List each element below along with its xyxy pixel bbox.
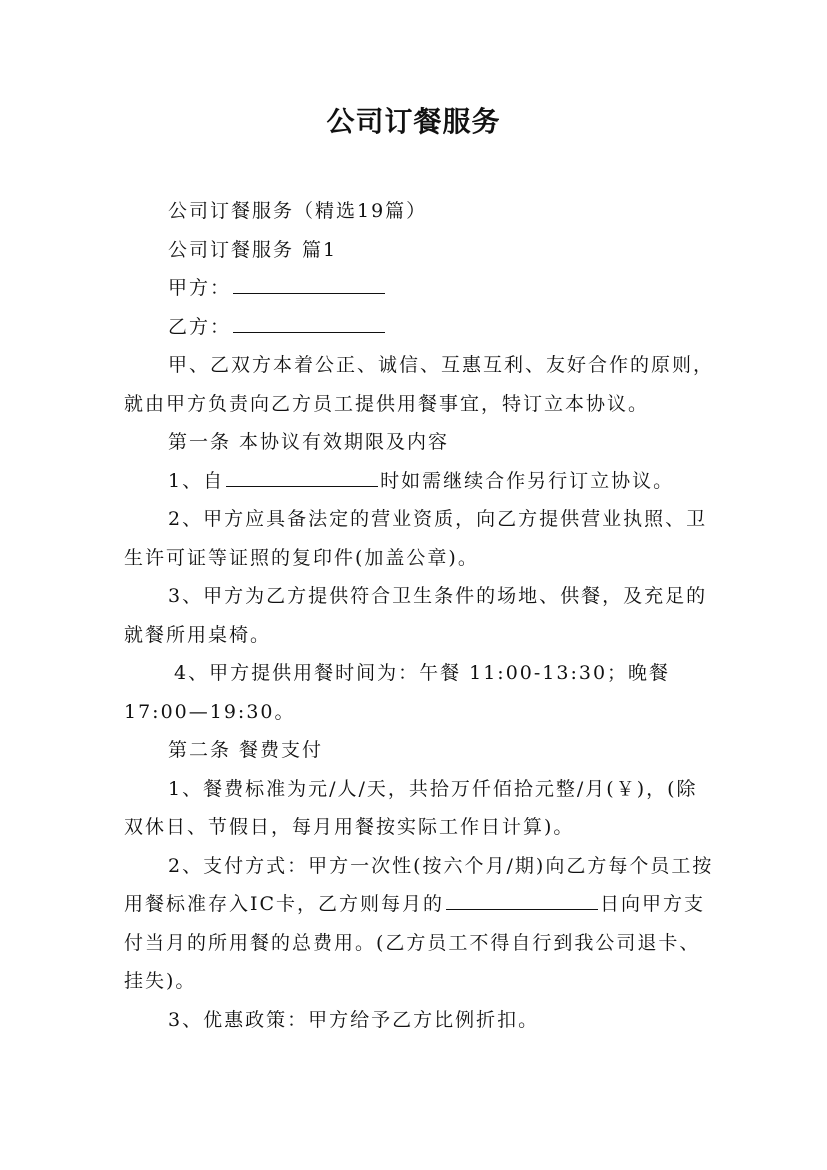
clause-2-1: 1、餐费标准为元/人/天，共拾万仟佰拾元整/月(￥)，(除双休日、节假日，每月用餐按实际工作日计算)。 bbox=[124, 777, 698, 838]
clause-1-3: 3、甲方为乙方提供符合卫生条件的场地、供餐，及充足的就餐所用桌椅。 bbox=[124, 585, 708, 646]
clause-1-4: 4、甲方提供用餐时间为：午餐 11:00-13:30；晚餐17:00—19:30。 bbox=[124, 662, 671, 723]
document-body bbox=[124, 192, 714, 1039]
article-one-heading: 第一条 本协议有效期限及内容 bbox=[168, 431, 450, 453]
article-two-heading: 第二条 餐费支付 bbox=[168, 739, 324, 761]
party-a-line bbox=[124, 269, 714, 308]
clause-1-1-end: 时如需继续合作另行订立协议。 bbox=[380, 469, 675, 492]
clause-2-3: 3、优惠政策：甲方给予乙方比例折扣。 bbox=[168, 1008, 540, 1031]
party-b-label: 乙方： bbox=[168, 315, 232, 338]
clause-1-1 bbox=[124, 462, 714, 501]
paragraph-subtitle: 公司订餐服务（精选19篇） bbox=[168, 200, 428, 222]
clause-2-2-start: 2、支付方式：甲方一次性(按六个月/期)向乙方每个员工按用餐标准存入IC卡，乙方则每月的 bbox=[124, 854, 714, 915]
party-b-blank bbox=[233, 314, 385, 333]
clause-1-2: 2、甲方应具备法定的营业资质，向乙方提供营业执照、卫生许可证等证照的复印件(加盖公章)。 bbox=[124, 508, 708, 569]
paragraph-section-heading: 公司订餐服务 篇1 bbox=[168, 238, 338, 261]
paragraph-preamble: 甲、乙双方本着公正、诚信、互惠互利、友好合作的原则，就由甲方负责向乙方员工提供用餐事宜，特订立本协议。 bbox=[124, 354, 715, 415]
party-a-label: 甲方： bbox=[168, 277, 232, 299]
party-b-line bbox=[124, 308, 714, 347]
clause-2-2 bbox=[124, 847, 714, 1001]
clause-1-1-start: 1、自 bbox=[168, 469, 225, 492]
party-a-blank bbox=[233, 275, 385, 294]
clause-2-2-blank bbox=[446, 891, 598, 910]
clause-2-2-end: 日向甲方支付当月的所用餐的总费用。(乙方员工不得自行到我公司退卡、挂失)。 bbox=[124, 893, 706, 992]
clause-1-1-blank bbox=[226, 468, 378, 487]
document-title: 公司订餐服务 bbox=[326, 105, 501, 138]
